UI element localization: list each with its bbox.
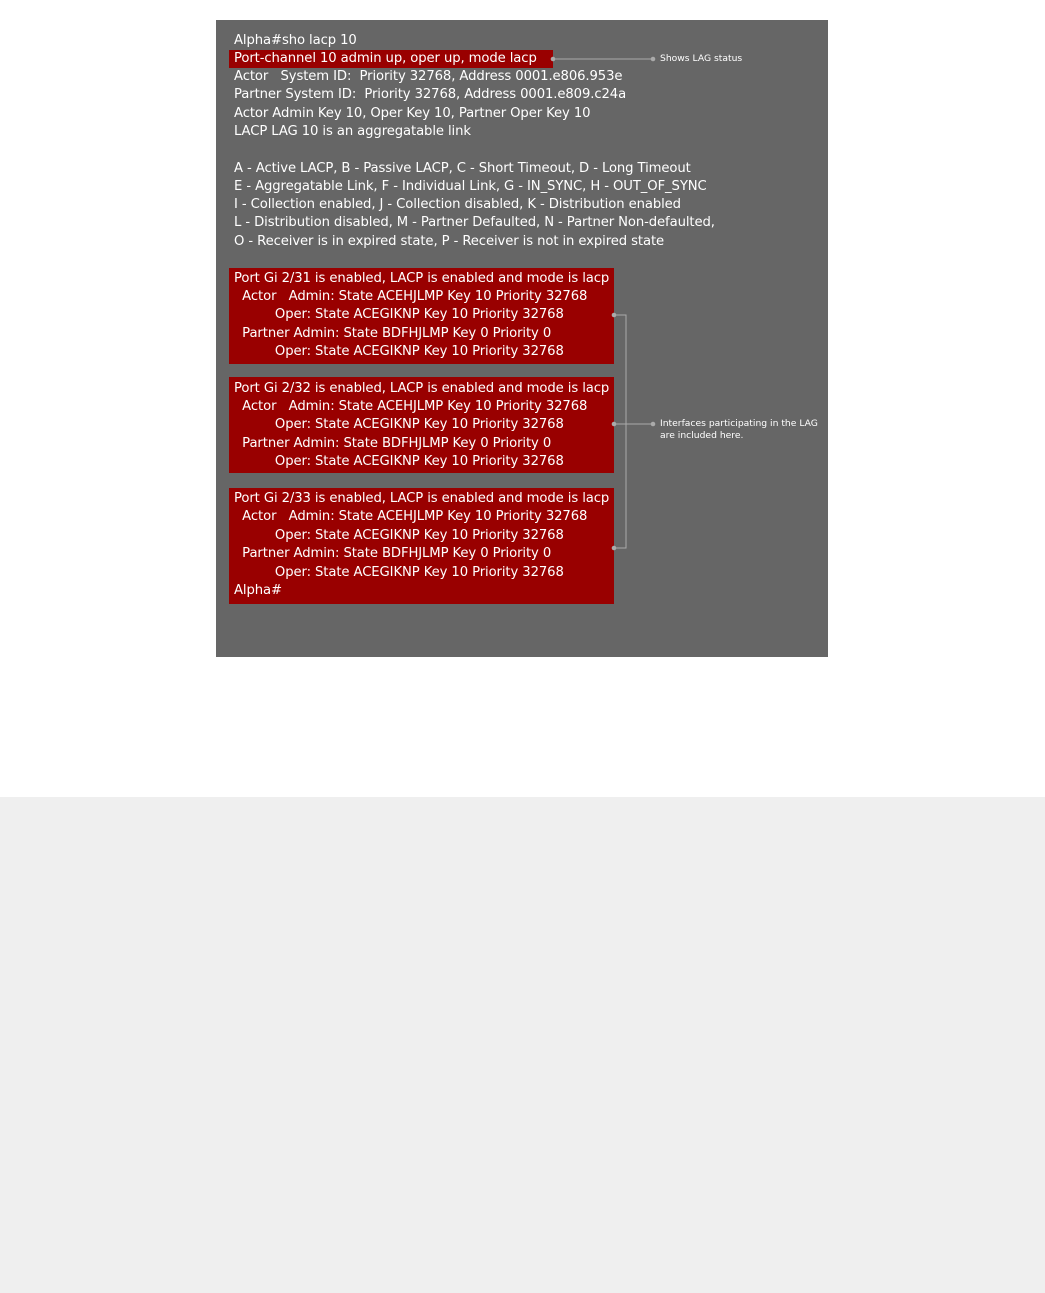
port-33-partner-oper: Oper: State ACEGIKNP Key 10 Priority 32768: [234, 565, 564, 580]
port-32-partner-oper: Oper: State ACEGIKNP Key 10 Priority 32768: [234, 454, 564, 469]
bracket-dot-bottom: [612, 546, 617, 551]
final-prompt: Alpha#: [234, 583, 282, 598]
legend-line-1: A - Active LACP, B - Passive LACP, C - Short Timeout, D - Long Timeout: [234, 161, 691, 176]
port-31-actor-oper: Oper: State ACEGIKNP Key 10 Priority 32768: [234, 307, 564, 322]
port-31-actor-admin: Actor Admin: State ACEHJLMP Key 10 Priority 32768: [234, 289, 588, 304]
port-32-actor-oper: Oper: State ACEGIKNP Key 10 Priority 32768: [234, 417, 564, 432]
interfaces-callout-line2: are included here.: [660, 430, 744, 441]
lag-status-callout: Shows LAG status: [660, 53, 743, 64]
command-prompt: Alpha#sho lacp 10: [234, 33, 357, 48]
legend-line-4: L - Distribution disabled, M - Partner Defaulted, N - Partner Non-defaulted,: [234, 215, 715, 230]
port-channel-status: Port-channel 10 admin up, oper up, mode lacp: [234, 51, 537, 66]
keys-line: Actor Admin Key 10, Oper Key 10, Partner Oper Key 10: [234, 106, 591, 121]
bracket-dot-top: [612, 313, 617, 318]
port-33-header: Port Gi 2/33 is enabled, LACP is enabled and mode is lacp: [234, 491, 610, 506]
port-32-header: Port Gi 2/32 is enabled, LACP is enabled and mode is lacp: [234, 381, 610, 396]
lag-status-dot-end: [651, 57, 656, 62]
interfaces-bracket: [614, 315, 626, 548]
interfaces-callout-line1: Interfaces participating in the LAG: [660, 418, 818, 429]
port-33-actor-admin: Actor Admin: State ACEHJLMP Key 10 Priority 32768: [234, 509, 588, 524]
lag-status-dot-start: [551, 57, 556, 62]
legend-line-2: E - Aggregatable Link, F - Individual Link, G - IN_SYNC, H - OUT_OF_SYNC: [234, 179, 707, 194]
port-31-header: Port Gi 2/31 is enabled, LACP is enabled and mode is lacp: [234, 271, 610, 286]
aggregatable-line: LACP LAG 10 is an aggregatable link: [234, 124, 471, 139]
port-31-partner-admin: Partner Admin: State BDFHJLMP Key 0 Priority 0: [234, 326, 552, 341]
interfaces-dot-start: [612, 422, 617, 427]
legend-line-5: O - Receiver is in expired state, P - Receiver is not in expired state: [234, 234, 665, 249]
actor-system-id: Actor System ID: Priority 32768, Address 0001.e806.953e: [234, 69, 623, 84]
interfaces-dot-end: [651, 422, 656, 427]
partner-system-id: Partner System ID: Priority 32768, Address 0001.e809.c24a: [234, 87, 627, 102]
port-32-actor-admin: Actor Admin: State ACEHJLMP Key 10 Priority 32768: [234, 399, 588, 414]
port-33-partner-admin: Partner Admin: State BDFHJLMP Key 0 Priority 0: [234, 546, 552, 561]
port-32-partner-admin: Partner Admin: State BDFHJLMP Key 0 Priority 0: [234, 436, 552, 451]
port-31-partner-oper: Oper: State ACEGIKNP Key 10 Priority 32768: [234, 344, 564, 359]
legend-line-3: I - Collection enabled, J - Collection disabled, K - Distribution enabled: [234, 197, 681, 212]
port-33-actor-oper: Oper: State ACEGIKNP Key 10 Priority 32768: [234, 528, 564, 543]
